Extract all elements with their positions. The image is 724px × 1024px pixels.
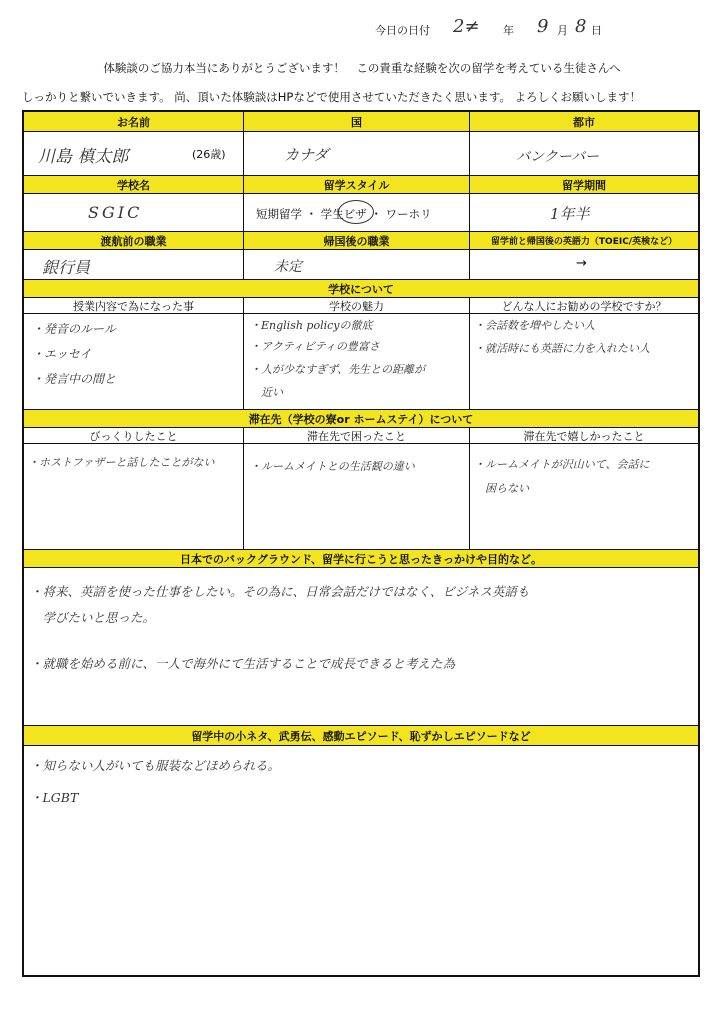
school-cell[interactable]: [24, 194, 244, 231]
style-label: 留学スタイル: [244, 176, 470, 193]
intro-line-2: しっかりと繋いでいきます。 尚、頂いた体験談はHPなどで使用させていただきたく思います。 よろしくお願いします！: [22, 90, 642, 104]
name-value: 川島 槙太郎: [38, 147, 129, 167]
surprised-line: ・ホストファザーと話したことがない: [28, 456, 215, 469]
date-day-value: 8: [575, 16, 587, 37]
school-appeal-cell[interactable]: [244, 314, 470, 409]
recommended-for-line: ・会話数を増やしたい人: [474, 319, 595, 332]
episode-cell[interactable]: [24, 746, 698, 975]
experience-form: [22, 110, 700, 977]
episode-section-header: [24, 726, 698, 746]
stay-section-subheader: [24, 428, 698, 444]
school-appeal-line: ・アクティビティの豊富さ: [250, 340, 380, 353]
row2-values: [24, 194, 698, 232]
troubles-cell[interactable]: [244, 444, 470, 549]
recommended-for-line: ・就活時にも英語に力を入れたい人: [474, 342, 650, 355]
intro-line-1: 体験談のご協力本当にありがとうございます！ この貴重な経験を次の留学を考えている生徒さんへ: [103, 61, 621, 75]
row3-header: [24, 232, 698, 250]
country-value: カナダ: [284, 146, 329, 164]
job-before-cell[interactable]: [24, 250, 244, 279]
happy-label: 滞在先で嬉しかったこと: [523, 429, 645, 443]
date-month-value: 9: [537, 16, 549, 37]
name-label: お名前: [24, 112, 244, 131]
background-section-body: [24, 568, 698, 726]
job-before-label: 渡航前の職業: [24, 232, 244, 249]
background-cell[interactable]: [24, 568, 698, 725]
school-appeal-line: ・人が少なすぎず、先生との距離が: [250, 363, 426, 376]
stay-section-title: 滞在先（学校の寮or ホームステイ）について: [248, 412, 474, 426]
period-label: 留学期間: [562, 178, 606, 192]
country-label: 国: [244, 112, 470, 131]
troubles-label: 滞在先で困ったこと: [244, 428, 470, 443]
date-day-unit: 日: [591, 24, 602, 37]
school-section-title: 学校について: [328, 282, 394, 296]
row3-values: [24, 250, 698, 280]
school-section-body: [24, 314, 698, 410]
background-section-title: 日本でのバックグラウンド、留学に行こうと思ったきっかけや目的など。: [179, 552, 542, 566]
school-section-subheader: [24, 298, 698, 314]
row1-values: [24, 132, 698, 176]
style-options: 短期留学 ・ 学生ビザ ・ ワーホリ: [256, 207, 432, 221]
episode-line: ・LGBT: [30, 790, 79, 805]
period-value: 1年半: [550, 205, 590, 223]
date-year-value: 2≠: [453, 16, 480, 37]
country-cell[interactable]: [244, 132, 470, 175]
row2-header: [24, 176, 698, 194]
lesson-benefit-line: ・発言中の間と: [32, 372, 117, 386]
style-cell[interactable]: [244, 194, 470, 231]
lesson-benefit-line: ・エッセイ: [32, 347, 92, 361]
school-appeal-line: 近い: [250, 386, 283, 399]
surprised-cell[interactable]: [24, 444, 244, 549]
background-line: ・就職を始める前に、一人で海外にて生活することで成長できると考えた為: [30, 656, 456, 671]
school-appeal-label: 学校の魅力: [244, 298, 470, 313]
background-section-header: [24, 550, 698, 568]
stay-section-body: [24, 444, 698, 550]
city-cell[interactable]: [470, 132, 698, 175]
job-before-value: 銀行員: [42, 258, 91, 277]
school-label: 学校名: [24, 176, 244, 193]
recommended-for-cell[interactable]: [470, 314, 698, 409]
english-level-cell[interactable]: [470, 250, 698, 279]
style-selection-circle: [338, 200, 374, 224]
school-appeal-line: ・English policyの徹底: [250, 319, 373, 332]
date-month-unit: 月: [557, 24, 568, 37]
background-line: 学びたいと思った。: [30, 610, 156, 625]
lesson-benefit-cell[interactable]: [24, 314, 244, 409]
english-level-label: 留学前と帰国後の英語力（TOEIC/英検など）: [490, 237, 678, 247]
city-label: 都市: [573, 115, 595, 129]
episode-section-title: 留学中の小ネタ、武勇伝、感動エピソード、恥ずかしエピソードなど: [191, 729, 531, 743]
happy-cell[interactable]: [470, 444, 698, 549]
city-value: バンクーバー: [516, 149, 600, 165]
lesson-benefit-label: 授業内容で為になった事: [24, 298, 244, 313]
name-cell[interactable]: [24, 132, 244, 175]
happy-line: 困らない: [474, 482, 529, 495]
surprised-label: びっくりしたこと: [24, 428, 244, 443]
age-value: (26歳): [192, 148, 226, 161]
episode-section-body: [24, 746, 698, 975]
background-line: ・将来、英語を使った仕事をしたい。その為に、日常会話だけではなく、ビジネス英語も: [30, 584, 530, 599]
school-section-header: [24, 280, 698, 298]
row1-header: [24, 112, 698, 132]
happy-line: ・ルームメイトが沢山いて、会話に: [474, 458, 650, 471]
stay-section-header: [24, 410, 698, 428]
date-label: 今日の日付: [375, 24, 430, 37]
troubles-line: ・ルームメイトとの生活観の違い: [250, 460, 415, 473]
date-year-unit: 年: [503, 24, 514, 37]
school-value: SGIC: [88, 203, 143, 222]
english-arrow: →: [576, 256, 587, 271]
job-after-value: 未定: [274, 259, 302, 275]
job-after-cell[interactable]: [244, 250, 470, 279]
lesson-benefit-line: ・発音のルール: [32, 322, 116, 336]
period-cell[interactable]: [470, 194, 698, 231]
episode-line: ・知らない人がいても服装などほめられる。: [30, 758, 281, 773]
recommended-for-label: どんな人にお勧めの学校ですか？: [501, 299, 667, 313]
job-after-label: 帰国後の職業: [244, 232, 470, 249]
